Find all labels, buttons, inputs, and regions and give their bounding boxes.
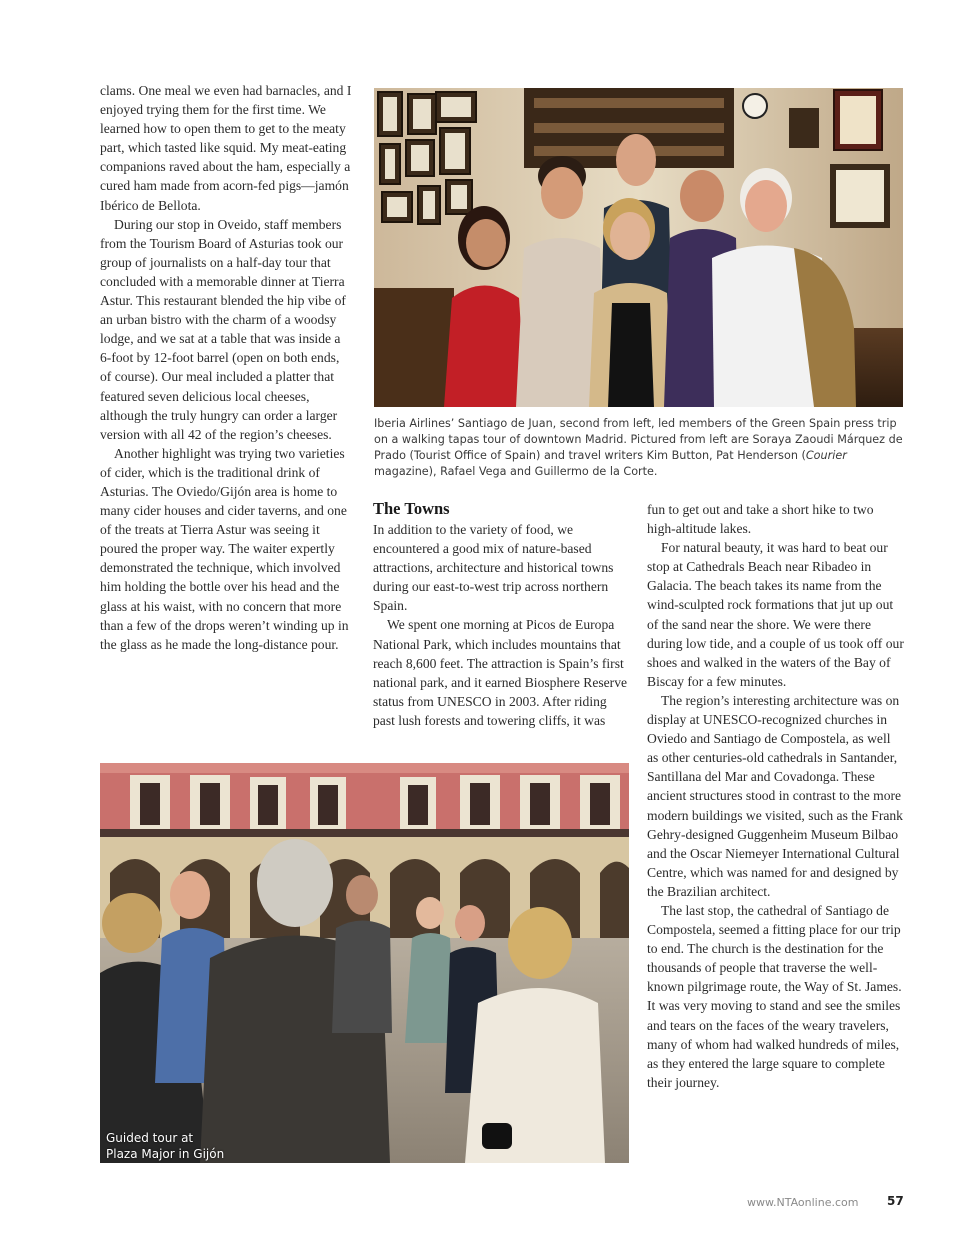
left-paragraph-3: Another highlight was trying two varieties of cider, which is the traditional drink of Asturias. The Oviedo/Gijón area is home to many cider houses and cider taverns, and one of the treats at Tierra Astur was seeing it poured the proper way. The waiter expertly demonstrated the technique, which involved him holding the bottle over his head and the glass at his waist, with no concern that more than a few of the drops weren’t winding up in the glass as he made the long-distance pour. [100,445,349,652]
left-paragraph-1: clams. One meal we even had barnacles, and I enjoyed trying them for the first time. We learned how to open them to get to the meaty part, which tasted like squid. My meat-eating companions raved about the ham, especially a cured ham made from acorn-fed pigs—jamón Ibérico de Bellota. [100,83,352,213]
photo-caption-top [374,416,903,480]
plaza-major-gijon-photo [100,763,629,1163]
caption-text-part-1: Iberia Airlines’ Santiago de Juan, second from left, led members of the Green Spain press trip on a walking tapas tour of downtown Madrid. Pictured from left are Soraya Zaoudi Márquez de Prado (Tourist Office of Spain) and travel writers Kim Button, Pat Henderson ( [374,417,903,462]
article-column-middle [373,499,631,730]
article-column-left [100,81,353,654]
article-column-right [647,500,905,1092]
caption-italic-courier: Courier [805,449,847,462]
middle-paragraph-2: We spent one morning at Picos de Europa National Park, which includes mountains that reach 8,600 feet. The attraction is Spain’s first national park, and it earned Biosphere Reserve status from UNESCO in 2003. After riding past lush forests and towering cliffs, it was [373,617,628,728]
right-paragraph-1: fun to get out and take a short hike to two high-altitude lakes. [647,502,874,537]
tapas-tour-group-photo [374,88,903,407]
left-paragraph-2: During our stop in Oveido, staff members from the Tourism Board of Asturias took our group of journalists on a half-day tour that concluded with a memorable dinner at Tierra Astur. This restaurant blended the hip vibe of an urban bistro with the charm of a woodsy lodge, and we sat at a table that was inside a 6-foot by 12-foot barrel (open on both ends, of course). Our meal included a platter that featured seven delicious local cheeses, although the truly hungry can order a larger version with all 42 of the region’s cheeses. [100,216,346,442]
right-paragraph-4: The last stop, the cathedral of Santiago de Compostela, seemed a fitting place for our trip to end. The church is the destination for the thousands of people that traverse the well-known pilgrimage route, the Way of St. James. It was very moving to stand and see the smiles and tears on the faces of the weary travelers, many of whom had walked hundreds of miles, as they entered the large square to complete their journey. [647,902,902,1090]
overlay-line-1: Guided tour at [106,1131,194,1145]
right-paragraph-3: The region’s interesting architecture was on display at UNESCO-recognized churches in Oviedo and Santiago de Compostela, as well as other centuries-old cathedrals in Santander, Santillana del Mar and Covadonga. These ancient structures stood in contrast to the more modern buildings we visited, such as the Frank Gehry-designed Guggenheim Museum Bilbao and the Oscar Niemeyer International Cultural Centre, which was named for and designed by the Brazilian architect. [647,692,903,899]
section-heading-the-towns: The Towns [373,499,450,518]
page-number: 57 [887,1194,904,1208]
middle-paragraph-1: In addition to the variety of food, we encountered a good mix of nature-based attractions, architecture and historical towns during our east-to-west trip across northern Spain. [373,522,614,614]
footer-website-url: www.NTAonline.com [747,1196,859,1209]
right-paragraph-2: For natural beauty, it was hard to beat our stop at Cathedrals Beach near Ribadeo in Galacia. The beach takes its name from the wind-sculpted rock formations that jut up out of the sand near the shore. We were there during low tide, and a couple of us took off our shoes and walked in the waters of the Bay of Biscay for a few minutes. [647,540,904,689]
overlay-line-2: Plaza Major in Gijón [106,1147,225,1161]
caption-text-part-2: magazine), Rafael Vega and Guillermo de la Corte. [374,465,658,478]
photo-overlay-caption [106,1130,224,1162]
